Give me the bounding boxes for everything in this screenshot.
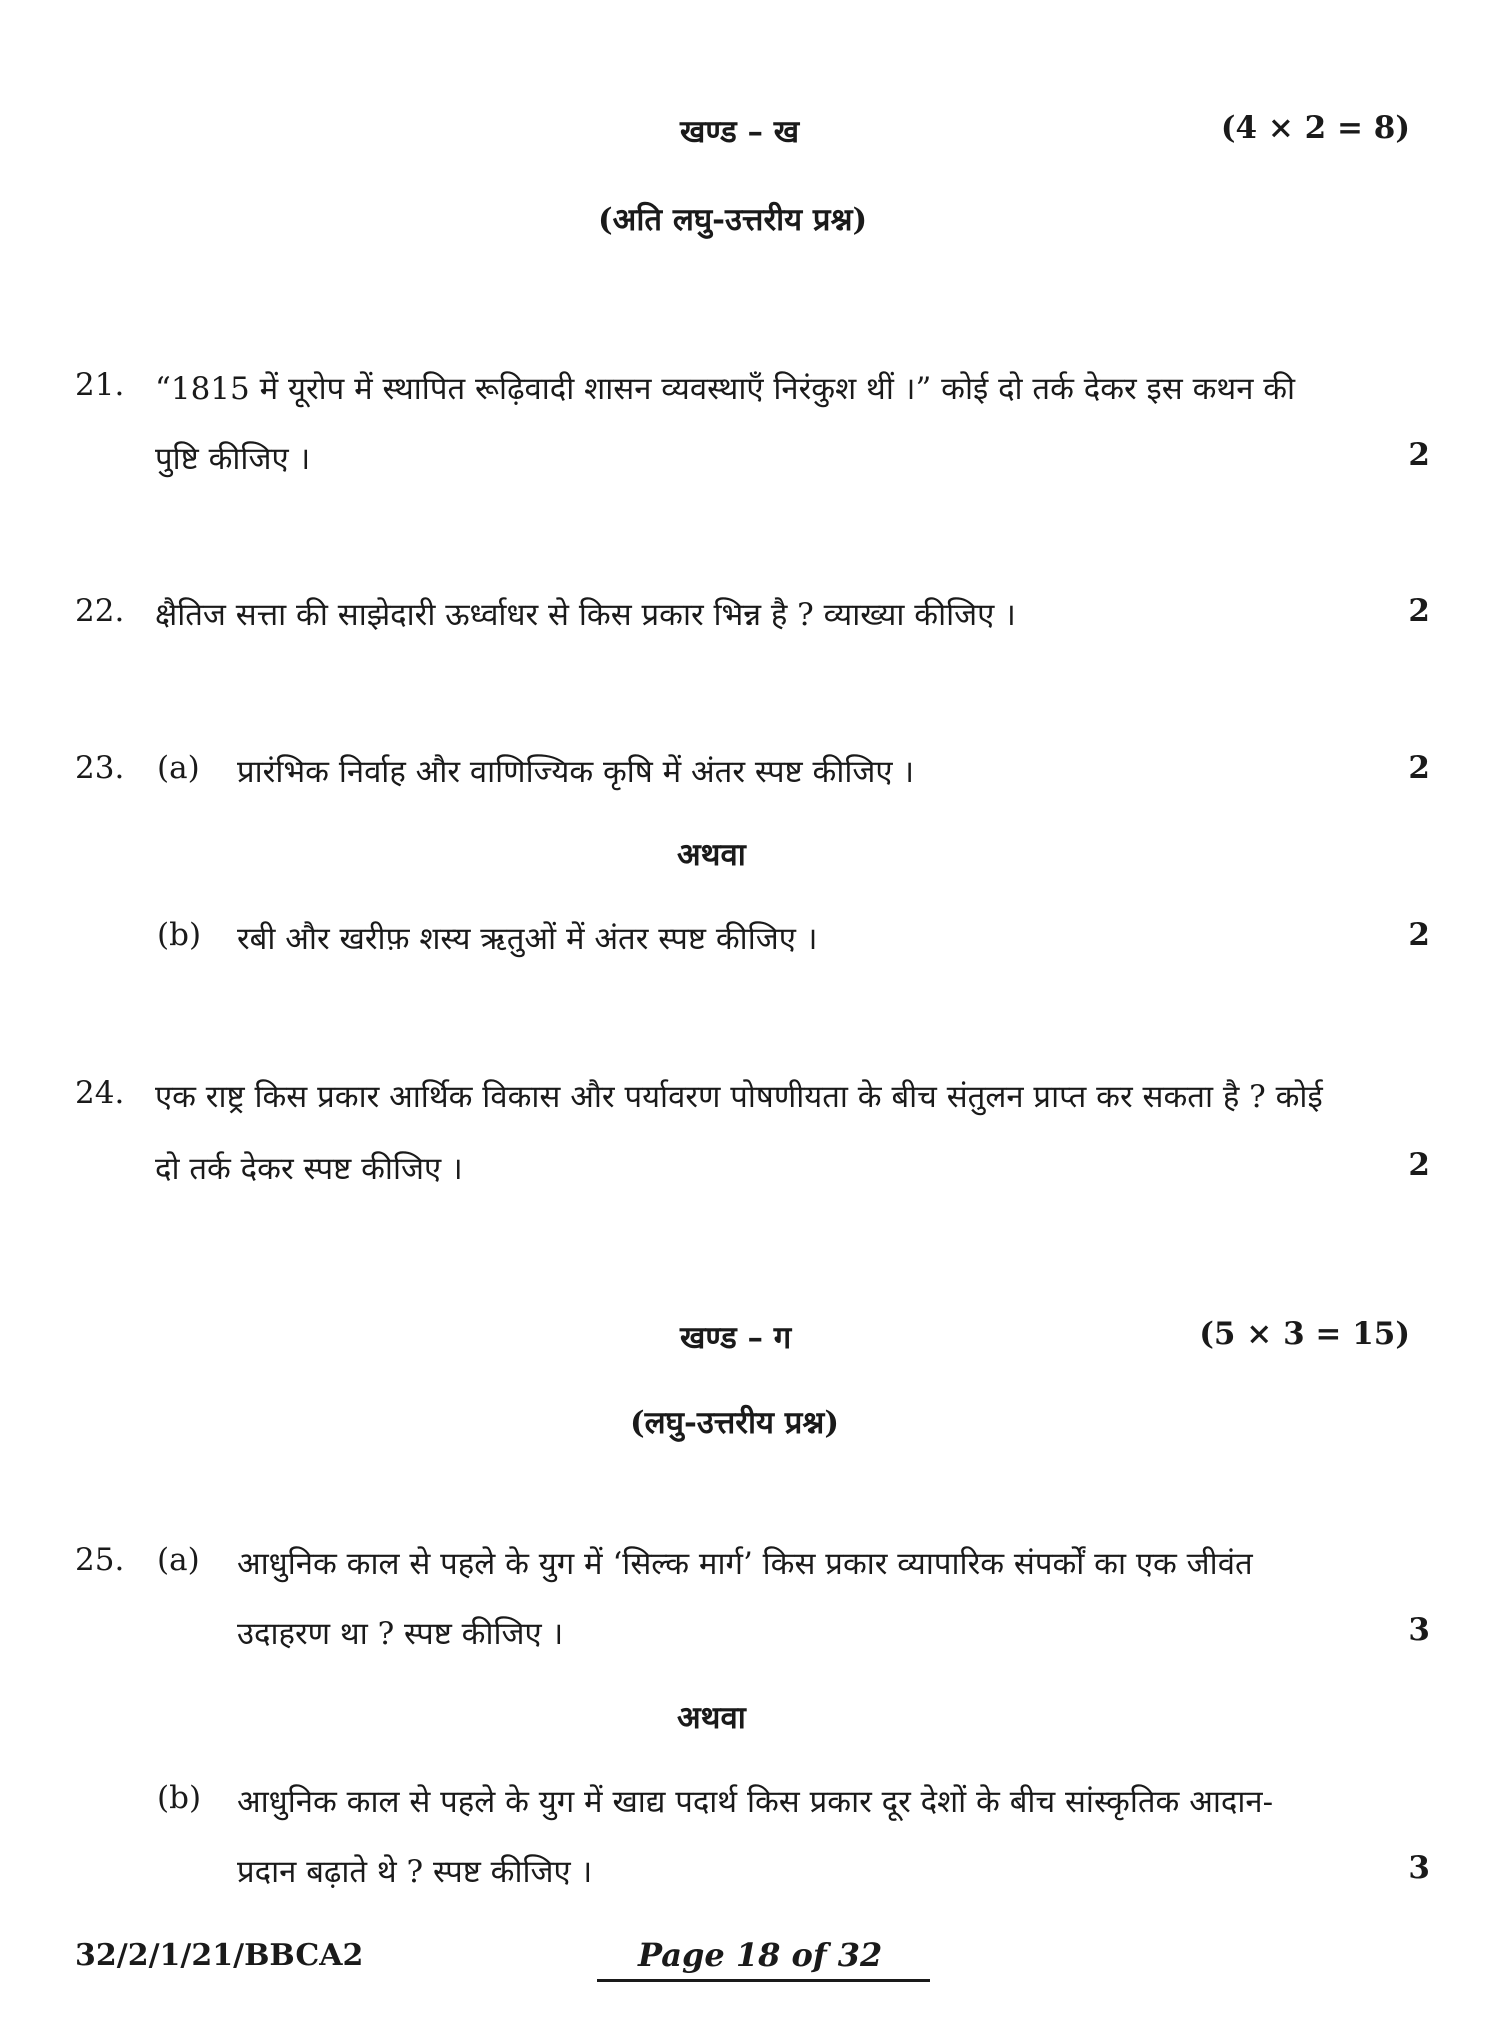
question-25a-label: (a) — [157, 1542, 200, 1578]
question-24-text-line1: एक राष्ट्र किस प्रकार आर्थिक विकास और पर्यावरण पोषणीयता के बीच संतुलन प्राप्त कर सकता है ? कोई — [155, 1079, 1323, 1115]
question-23-number: 23. — [75, 750, 125, 786]
question-21-text-line2: पुष्टि कीजिए । — [155, 441, 311, 477]
question-25b-marks: 3 — [1408, 1850, 1430, 1886]
question-23-or-label: अथवा — [677, 837, 746, 873]
section-b-subtitle: (अति लघु-उत्तरीय प्रश्न) — [598, 202, 868, 238]
section-b-marks-formula: (4 × 2 = 8) — [1220, 110, 1410, 146]
section-c-subtitle: (लघु-उत्तरीय प्रश्न) — [630, 1405, 839, 1441]
footer-page-label: Page 18 of 32 — [638, 1936, 883, 1974]
section-c-title: खण्ड – ग — [680, 1320, 792, 1356]
question-23b-label: (b) — [157, 917, 202, 953]
question-25a-marks: 3 — [1408, 1612, 1430, 1648]
question-21-number: 21. — [75, 367, 125, 403]
question-23a-text: प्रारंभिक निर्वाह और वाणिज्यिक कृषि में अंतर स्पष्ट कीजिए । — [237, 754, 915, 790]
question-24-text-line2: दो तर्क देकर स्पष्ट कीजिए । — [155, 1151, 463, 1187]
section-c-marks-formula: (5 × 3 = 15) — [1199, 1316, 1410, 1352]
question-22-text: क्षैतिज सत्ता की साझेदारी ऊर्ध्वाधर से किस प्रकार भिन्न है ? व्याख्या कीजिए । — [155, 597, 1016, 633]
question-25b-text-line2: प्रदान बढ़ाते थे ? स्पष्ट कीजिए । — [237, 1854, 593, 1890]
question-21-marks: 2 — [1408, 437, 1430, 473]
question-22-marks: 2 — [1408, 593, 1430, 629]
question-22-number: 22. — [75, 593, 125, 629]
question-23a-marks: 2 — [1408, 750, 1430, 786]
question-25a-text-line2: उदाहरण था ? स्पष्ट कीजिए । — [237, 1616, 564, 1652]
question-25b-label: (b) — [157, 1780, 202, 1816]
question-24-marks: 2 — [1408, 1147, 1430, 1183]
question-23b-marks: 2 — [1408, 917, 1430, 953]
question-23a-label: (a) — [157, 750, 200, 786]
footer-paper-code: 32/2/1/21/BBCA2 — [75, 1938, 364, 1973]
question-25-number: 25. — [75, 1542, 125, 1578]
question-25-or-label: अथवा — [677, 1700, 746, 1736]
question-24-number: 24. — [75, 1075, 125, 1111]
question-25a-text-line1: आधुनिक काल से पहले के युग में ‘सिल्क मार्ग’ किस प्रकार व्यापारिक संपर्कों का एक जीवंत — [237, 1546, 1253, 1582]
question-23b-text: रबी और खरीफ़ शस्य ऋतुओं में अंतर स्पष्ट कीजिए । — [237, 921, 818, 957]
question-25b-text-line1: आधुनिक काल से पहले के युग में खाद्य पदार्थ किस प्रकार दूर देशों के बीच सांस्कृतिक आदान- — [237, 1784, 1274, 1820]
question-21-text-line1: “1815 में यूरोप में स्थापित रूढ़िवादी शासन व्यवस्थाएँ निरंकुश थीं ।” कोई दो तर्क देकर इस कथन की — [155, 371, 1296, 407]
footer-page-underline — [597, 1979, 930, 1982]
section-b-title: खण्ड – ख — [680, 114, 800, 150]
